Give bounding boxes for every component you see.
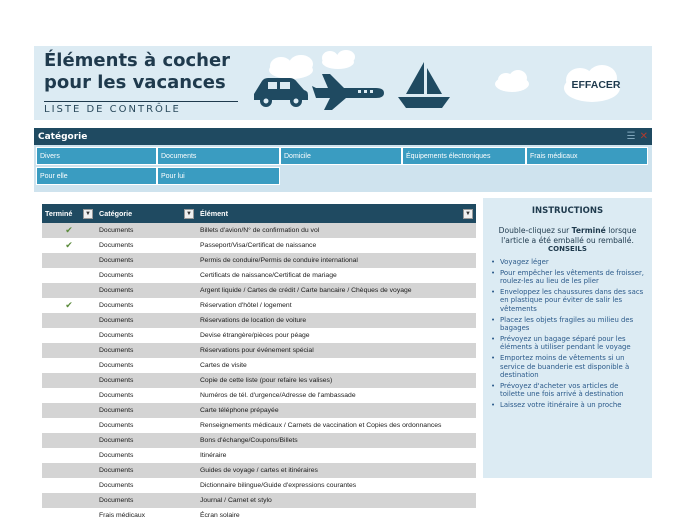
done-cell[interactable] [42, 328, 96, 343]
done-cell[interactable] [42, 223, 96, 238]
chip-pour-elle[interactable]: Pour elle [36, 167, 157, 185]
tip-item: • Prévoyez un bagage séparé pour les éléments à utiliser pendant le voyage [490, 335, 645, 352]
tip-item: • Emportez moins de vêtements si un service de buanderie est disponible à destination [490, 354, 645, 380]
table-row [42, 298, 476, 313]
done-cell[interactable] [42, 343, 96, 358]
category-slicer-header [34, 128, 652, 145]
category-cell: Documents [96, 328, 197, 343]
table-row [42, 508, 476, 520]
table-row [42, 343, 476, 358]
airplane-icon [312, 74, 384, 110]
category-cell: Documents [96, 433, 197, 448]
page-subtitle: LISTE DE CONTRÔLE [44, 104, 181, 115]
item-cell: Certificats de naissance/Certificat de mariage [197, 268, 476, 283]
table-row [42, 268, 476, 283]
filter-dropdown-icon[interactable]: ▼ [184, 209, 194, 219]
table-row [42, 388, 476, 403]
done-cell[interactable] [42, 418, 96, 433]
tips-list [490, 258, 645, 410]
chip-equipements-electroniques[interactable]: Équipements électroniques [402, 147, 526, 165]
tip-item: • Voyagez léger [490, 258, 645, 267]
filter-dropdown-icon[interactable]: ▼ [463, 209, 473, 219]
chip-divers[interactable]: Divers [36, 147, 157, 165]
item-cell: Cartes de visite [197, 358, 476, 373]
tip-item: • Placez les objets fragiles au milieu des bagages [490, 316, 645, 333]
item-cell: Devise étrangère/pièces pour péage [197, 328, 476, 343]
title-line-2: pour les vacances [44, 72, 226, 93]
travel-illustration [246, 48, 486, 118]
instructions-title: INSTRUCTIONS [531, 206, 604, 216]
category-cell: Documents [96, 463, 197, 478]
table-row [42, 223, 476, 238]
table-header-row [42, 204, 476, 223]
item-cell: Réservations de location de voiture [197, 313, 476, 328]
column-header-category[interactable] [96, 204, 197, 223]
category-cell: Documents [96, 478, 197, 493]
category-cell: Documents [96, 283, 197, 298]
done-cell[interactable] [42, 493, 96, 508]
filter-dropdown-icon[interactable]: ▼ [83, 209, 93, 219]
sailboat-icon [398, 62, 450, 108]
item-cell: Itinéraire [197, 448, 476, 463]
tip-item: • Prévoyez d'acheter vos articles de toilette une fois arrivé à destination [490, 382, 645, 399]
clear-filter-icon[interactable]: ✕ [639, 131, 648, 142]
cloud-icon [269, 50, 355, 79]
title-divider [44, 101, 238, 102]
category-cell: Documents [96, 298, 197, 313]
instructions-intro-bold: Terminé [571, 226, 606, 235]
item-cell: Guides de voyage / cartes et itinéraires [197, 463, 476, 478]
category-cell: Documents [96, 238, 197, 253]
done-cell[interactable] [42, 313, 96, 328]
column-header-item-label: Élément [200, 209, 228, 218]
instructions-intro [490, 226, 645, 245]
category-cell: Documents [96, 388, 197, 403]
column-header-done-label: Terminé [45, 209, 73, 218]
chip-domicile[interactable]: Domicile [280, 147, 402, 165]
done-cell[interactable] [42, 253, 96, 268]
item-cell: Billets d'avion/N° de confirmation du vol [197, 223, 476, 238]
category-cell: Frais médicaux [96, 508, 197, 520]
done-cell[interactable] [42, 433, 96, 448]
tip-item: • Enveloppez les chaussures dans des sacs en plastique pour éviter de salir les vêtements [490, 288, 645, 314]
chip-frais-medicaux[interactable]: Frais médicaux [526, 147, 648, 165]
item-cell: Numéros de tél. d'urgence/Adresse de l'ambassade [197, 388, 476, 403]
chip-pour-lui[interactable]: Pour lui [157, 167, 280, 185]
table-row [42, 283, 476, 298]
category-slicer-label: Catégorie [38, 131, 88, 142]
category-cell: Documents [96, 358, 197, 373]
chip-documents[interactable]: Documents [157, 147, 280, 165]
checklist-table [42, 204, 476, 520]
table-row [42, 493, 476, 508]
instructions-panel [483, 198, 652, 478]
done-cell[interactable] [42, 463, 96, 478]
category-cell: Documents [96, 448, 197, 463]
title-line-1: Éléments à cocher [44, 50, 231, 71]
item-cell: Copie de cette liste (pour refaire les valises) [197, 373, 476, 388]
item-cell: Renseignements médicaux / Carnets de vaccination et Copies des ordonnances [197, 418, 476, 433]
item-cell: Journal / Carnet et stylo [197, 493, 476, 508]
category-cell: Documents [96, 403, 197, 418]
done-cell[interactable] [42, 448, 96, 463]
category-cell: Documents [96, 313, 197, 328]
done-cell[interactable] [42, 238, 96, 253]
table-row [42, 478, 476, 493]
done-cell[interactable] [42, 478, 96, 493]
item-cell: Réservations pour événement spécial [197, 343, 476, 358]
category-cell: Documents [96, 268, 197, 283]
category-cell: Documents [96, 373, 197, 388]
table-row [42, 418, 476, 433]
table-row [42, 463, 476, 478]
column-header-item[interactable] [197, 204, 476, 223]
done-cell[interactable] [42, 298, 96, 313]
item-cell: Carte téléphone prépayée [197, 403, 476, 418]
category-cell: Documents [96, 418, 197, 433]
done-cell[interactable] [42, 358, 96, 373]
table-row [42, 448, 476, 463]
tip-item: • Laissez votre itinéraire à un proche [490, 401, 645, 410]
done-cell[interactable] [42, 403, 96, 418]
table-row [42, 403, 476, 418]
table-row [42, 313, 476, 328]
checkmark-icon: ✔ [65, 300, 73, 310]
tip-item: • Pour empêcher les vêtements de froisser, roulez-les au lieu de les plier [490, 269, 645, 286]
done-cell[interactable] [42, 283, 96, 298]
car-icon [254, 78, 308, 107]
column-header-category-label: Catégorie [99, 209, 133, 218]
done-cell[interactable] [42, 373, 96, 388]
table-row [42, 238, 476, 253]
instructions-intro-before: Double-cliquez sur [498, 226, 572, 235]
item-cell: Réservation d'hôtel / logement [197, 298, 476, 313]
item-cell: Passeport/Visa/Certificat de naissance [197, 238, 476, 253]
category-cell: Documents [96, 253, 197, 268]
checkmark-icon: ✔ [65, 240, 73, 250]
category-cell: Documents [96, 223, 197, 238]
done-cell[interactable] [42, 268, 96, 283]
item-cell: Dictionnaire bilingue/Guide d'expressions courantes [197, 478, 476, 493]
item-cell: Permis de conduire/Permis de conduire international [197, 253, 476, 268]
category-cell: Documents [96, 493, 197, 508]
clear-button[interactable]: EFFACER [565, 70, 627, 100]
item-cell: Argent liquide / Cartes de crédit / Carte bancaire / Chèques de voyage [197, 283, 476, 298]
page-title [44, 50, 244, 94]
category-cell: Documents [96, 343, 197, 358]
item-cell: Bons d'échange/Coupons/Billets [197, 433, 476, 448]
instructions-intro-after: lorsque l'article a été emballé ou remballé. [501, 226, 637, 245]
table-row [42, 433, 476, 448]
category-slicer [34, 128, 652, 192]
table-row [42, 358, 476, 373]
done-cell[interactable] [42, 508, 96, 520]
multiselect-icon[interactable]: ☰ [626, 131, 636, 142]
item-cell: Écran solaire [197, 508, 476, 520]
column-header-done[interactable] [42, 204, 96, 223]
table-row [42, 373, 476, 388]
table-row [42, 328, 476, 343]
tips-title: CONSEILS [548, 245, 587, 253]
done-cell[interactable] [42, 388, 96, 403]
checkmark-icon: ✔ [65, 225, 73, 235]
table-row [42, 253, 476, 268]
